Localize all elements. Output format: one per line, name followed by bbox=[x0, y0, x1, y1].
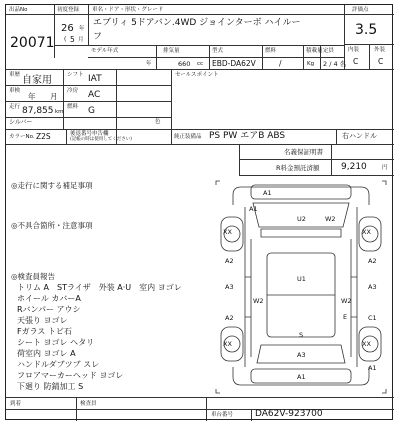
chassis-label: 車台番号 bbox=[211, 412, 234, 418]
fuel-type: G bbox=[88, 106, 95, 116]
inspector-report-line: Fガラス トビ石 bbox=[17, 327, 72, 336]
ac-value: AC bbox=[88, 90, 101, 100]
mark-s: S bbox=[299, 331, 304, 339]
mileage-value: 87,855 bbox=[22, 106, 54, 116]
recycle-fee-unit: 円 bbox=[382, 165, 388, 171]
fuel-spec: / bbox=[279, 59, 282, 68]
month-char: 月 bbox=[78, 37, 84, 43]
score-value: 3.5 bbox=[355, 22, 378, 38]
mark-a3-bottom: A3 bbox=[297, 351, 306, 359]
mark-xx-right: XX bbox=[362, 228, 371, 236]
inspector-report-line: Rバンパー アウシ bbox=[17, 305, 81, 314]
shift-value: IAT bbox=[88, 74, 102, 84]
notes-heading-driving: ◎走行に関する補足事項 bbox=[11, 181, 93, 190]
inspection-year: 年 bbox=[28, 92, 36, 101]
mark-w2-top: W2 bbox=[325, 215, 336, 223]
inspection-month: 月 bbox=[50, 92, 58, 101]
mark-a2-left: A2 bbox=[225, 257, 234, 265]
mileage-unit: km bbox=[55, 109, 64, 115]
color-value: シルバー bbox=[9, 119, 33, 126]
mark-a1-right: A1 bbox=[368, 364, 377, 372]
mark-w2-right: W2 bbox=[341, 297, 352, 305]
shift-label: シフト bbox=[67, 72, 84, 78]
options-label: 純正装備品 bbox=[174, 134, 202, 140]
recycle-note: (記帳の時は使用してください) bbox=[70, 137, 133, 142]
model-code-label: 型式 bbox=[212, 48, 224, 54]
registration-month: 5 bbox=[70, 35, 75, 44]
load-unit: Kg bbox=[307, 61, 315, 67]
inspector-report-line: ハンドルダブツブ スレ bbox=[17, 360, 100, 369]
car-name-label: 車名・ドア・形状・グレード bbox=[92, 7, 164, 13]
options-value: PS PW エアB ABS bbox=[209, 131, 286, 141]
mark-a3-left: A3 bbox=[225, 283, 234, 291]
mark-a1-small: A1 bbox=[249, 205, 258, 213]
inspector-report-list bbox=[17, 282, 182, 392]
record-label: 名義保証明書 bbox=[284, 148, 323, 156]
inspection-label: 車検 bbox=[9, 88, 21, 94]
car-history-label: 車歴 bbox=[9, 72, 21, 78]
car-name-line2: フ bbox=[93, 32, 103, 42]
inspector-report-line: ホイール カバーA bbox=[17, 294, 81, 303]
auction-sheet bbox=[5, 4, 393, 420]
mark-a2-bottom-left: A2 bbox=[225, 314, 234, 322]
fuel-type-label: 燃料 bbox=[67, 104, 79, 110]
registration-year: 26 bbox=[61, 23, 74, 34]
color-label: 色 bbox=[155, 119, 161, 125]
color-code-label: カラーNo. bbox=[9, 134, 35, 140]
inspector-report-line: 下廻り 防錆加工 S bbox=[17, 382, 84, 391]
mark-a2-right: A2 bbox=[368, 257, 377, 265]
recycle-fee: 9,210 bbox=[341, 162, 367, 172]
year-char: 年 bbox=[79, 26, 85, 32]
model-year-label: モデル年式 bbox=[91, 48, 119, 54]
inspector-label: 検査員 bbox=[80, 401, 97, 407]
load-label: 積載量 bbox=[306, 48, 323, 54]
mark-a3-right: A3 bbox=[368, 283, 377, 291]
model-code: EBD-DA62V bbox=[212, 59, 256, 68]
arrival-label: 到着 bbox=[10, 401, 22, 407]
mark-u2: U2 bbox=[297, 215, 306, 223]
recycle-fee-label: R料金預託済額 bbox=[276, 164, 320, 172]
inspector-report-line: フロアマーカーヘッド ヨゴレ bbox=[17, 371, 124, 380]
reg-month-open: ( bbox=[64, 36, 67, 43]
lot-no-label: 出品No bbox=[9, 7, 28, 13]
mark-xx-left: XX bbox=[223, 228, 232, 236]
chassis-number: DA62V-923700 bbox=[255, 409, 323, 419]
score-label: 評価点 bbox=[352, 7, 369, 13]
inspector-report-line: シート ヨゴレ ヘタリ bbox=[17, 338, 95, 347]
car-name-line1: エブリィ 5ドアバン.4WD ジョインターボ ハイルー bbox=[93, 18, 301, 28]
mark-u1: U1 bbox=[297, 275, 306, 283]
exterior-label: 外装 bbox=[374, 47, 386, 53]
ac-label: 冷房 bbox=[67, 88, 79, 94]
inspector-report-line: 荷室内 ヨゴレ A bbox=[17, 349, 76, 358]
notes-heading-inspector: ◎検査員報告 bbox=[11, 272, 56, 281]
capacity-value: 2 / 4 名 bbox=[323, 60, 347, 68]
mileage-label: 走行 bbox=[9, 104, 21, 110]
car-history: 自家用 bbox=[22, 75, 52, 86]
interior-grade: C bbox=[353, 57, 359, 66]
inspector-report-line: トリム A STライザ 外装 A·U 室内 ヨゴレ bbox=[17, 283, 182, 292]
recycle-label: 後退番号申告欄 bbox=[70, 131, 109, 137]
inspector-report-line: 天張り ヨゴレ bbox=[17, 316, 68, 325]
notes-heading-defects: ◎不具合箇所・注意事項 bbox=[11, 221, 93, 230]
displacement-unit: cc bbox=[197, 61, 204, 67]
mark-e: E bbox=[343, 313, 348, 321]
interior-label: 内装 bbox=[348, 47, 360, 53]
color-code: Z2S bbox=[36, 132, 51, 141]
handle-value: 右ハンドル bbox=[342, 132, 377, 140]
mark-xx-bottom-left: XX bbox=[223, 340, 232, 348]
selling-points-label: セールスポイント bbox=[175, 72, 219, 78]
mark-a1-top: A1 bbox=[263, 189, 272, 197]
fuel-spec-label: 燃料 bbox=[265, 48, 277, 54]
vehicle-damage-diagram bbox=[211, 177, 391, 397]
displacement-label: 排気量 bbox=[163, 48, 180, 54]
exterior-grade: C bbox=[378, 57, 384, 66]
mark-c1: C1 bbox=[368, 314, 377, 322]
displacement-value: 660 bbox=[178, 60, 191, 68]
lot-number: 20071 bbox=[10, 35, 55, 51]
mark-w2-left: W2 bbox=[253, 297, 264, 305]
first-registration-label: 初度登録 bbox=[57, 7, 80, 13]
mark-a1-bottom: A1 bbox=[297, 373, 306, 381]
model-year-suffix: 年 bbox=[146, 61, 152, 67]
mark-xx-bottom-right: XX bbox=[362, 340, 371, 348]
capacity-label: 定員 bbox=[323, 48, 335, 54]
